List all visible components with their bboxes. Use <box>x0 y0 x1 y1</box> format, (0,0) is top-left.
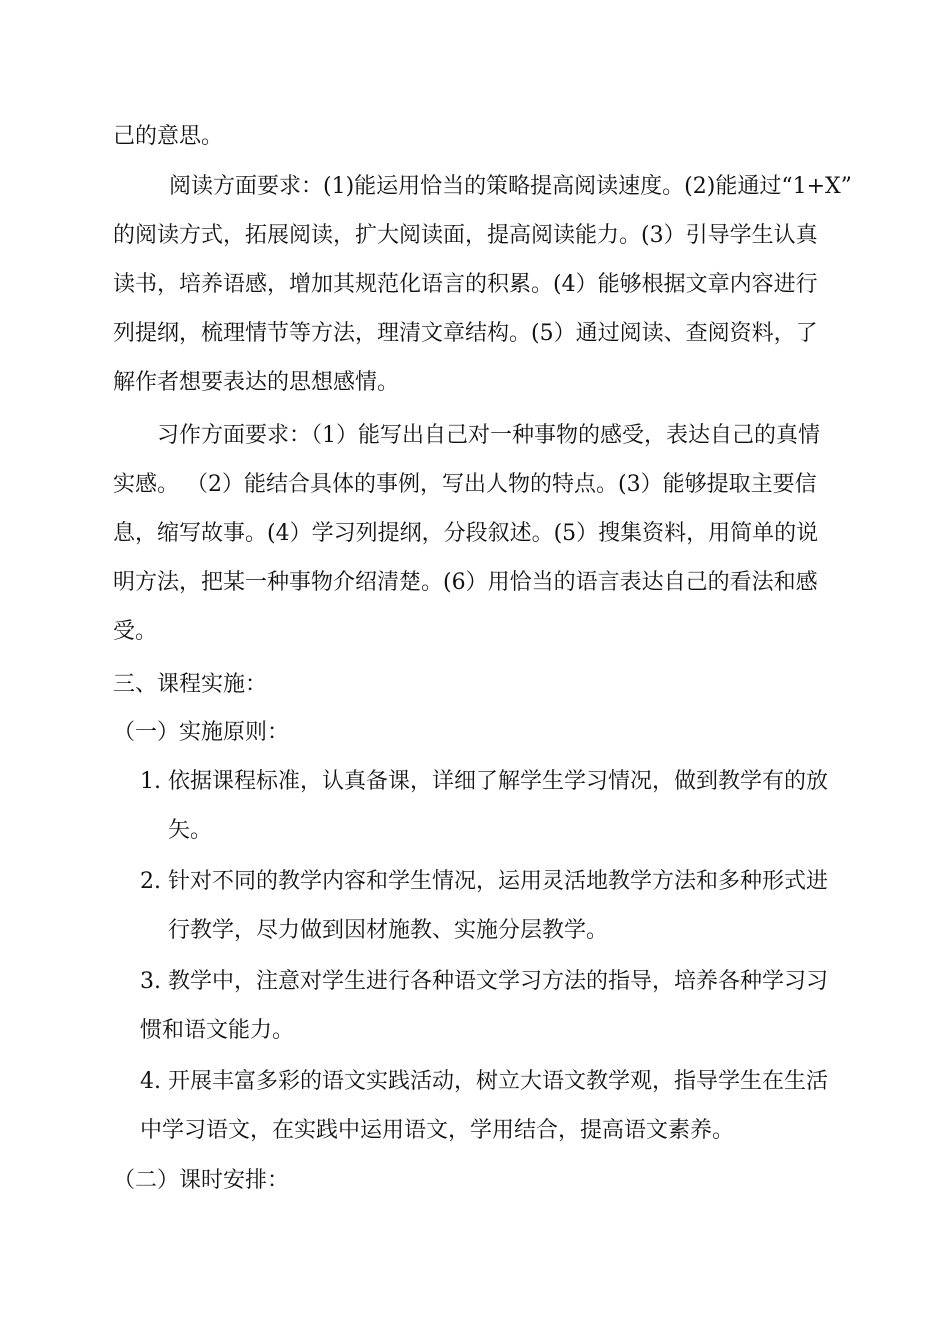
list-text: 惯和语文能力。 <box>140 1018 295 1043</box>
list-text: 开展丰富多彩的语文实践活动，树立大语文教学观，指导学生在生活 <box>168 1069 829 1094</box>
writing-line: 实感。 （2）能结合具体的事例，写出人物的特点。(3）能够提取主要信 <box>113 472 817 497</box>
list-text: 教学中，注意对学生进行各种语文学习方法的指导，培养各种学习习 <box>168 969 829 994</box>
reading-line: 的阅读方式，拓展阅读，扩大阅读面，提高阅读能力。(3）引导学生认真 <box>113 223 818 248</box>
paragraph-reading <box>113 162 852 407</box>
list-text: 行教学，尽力做到因材施教、实施分层教学。 <box>168 918 609 943</box>
writing-line: 受。 <box>113 619 158 644</box>
list-number: 3. <box>140 969 161 994</box>
list-text: 矢。 <box>168 818 213 843</box>
list-item <box>140 757 840 855</box>
list-text: 依据课程标准，认真备课，详细了解学生学习情况，做到教学有的放 <box>168 769 829 794</box>
list-item <box>140 957 840 1055</box>
writing-line: 息，缩写故事。(4）学习列提纲，分段叙述。(5）搜集资料，用简单的说 <box>113 521 819 546</box>
writing-line: 习作方面要求：（1）能写出自己对一种事物的感受，表达自己的真情 <box>157 423 820 448</box>
reading-line: 阅读方面要求：(1)能运用恰当的策略提高阅读速度。(2)能通过“1+X” <box>169 174 852 199</box>
subsection-heading: （二）课时安排： <box>113 1168 290 1193</box>
list-number: 4. <box>140 1069 161 1094</box>
paragraph-intro-tail: 己的意思。 <box>113 124 224 149</box>
list-number: 1. <box>140 769 161 794</box>
paragraph-writing <box>113 411 843 656</box>
list-item <box>140 1057 840 1155</box>
list-text: 针对不同的教学内容和学生情况，运用灵活地教学方法和多种形式进 <box>168 869 829 894</box>
reading-line: 列提纲，梳理情节等方法，理清文章结构。(5）通过阅读、查阅资料，了 <box>113 321 818 346</box>
list-item <box>140 857 840 955</box>
writing-line: 明方法，把某一种事物介绍清楚。(6）用恰当的语言表达自己的看法和感 <box>113 570 818 595</box>
list-number: 2. <box>140 869 161 894</box>
reading-line: 读书，培养语感，增加其规范化语言的积累。(4）能够根据文章内容进行 <box>113 272 818 297</box>
subsection-heading: （一）实施原则： <box>113 720 290 745</box>
section-heading: 三、课程实施： <box>113 672 268 697</box>
reading-line: 解作者想要表达的思想感情。 <box>113 370 400 395</box>
list-text: 中学习语文，在实践中运用语文，学用结合，提高语文素养。 <box>140 1118 735 1143</box>
